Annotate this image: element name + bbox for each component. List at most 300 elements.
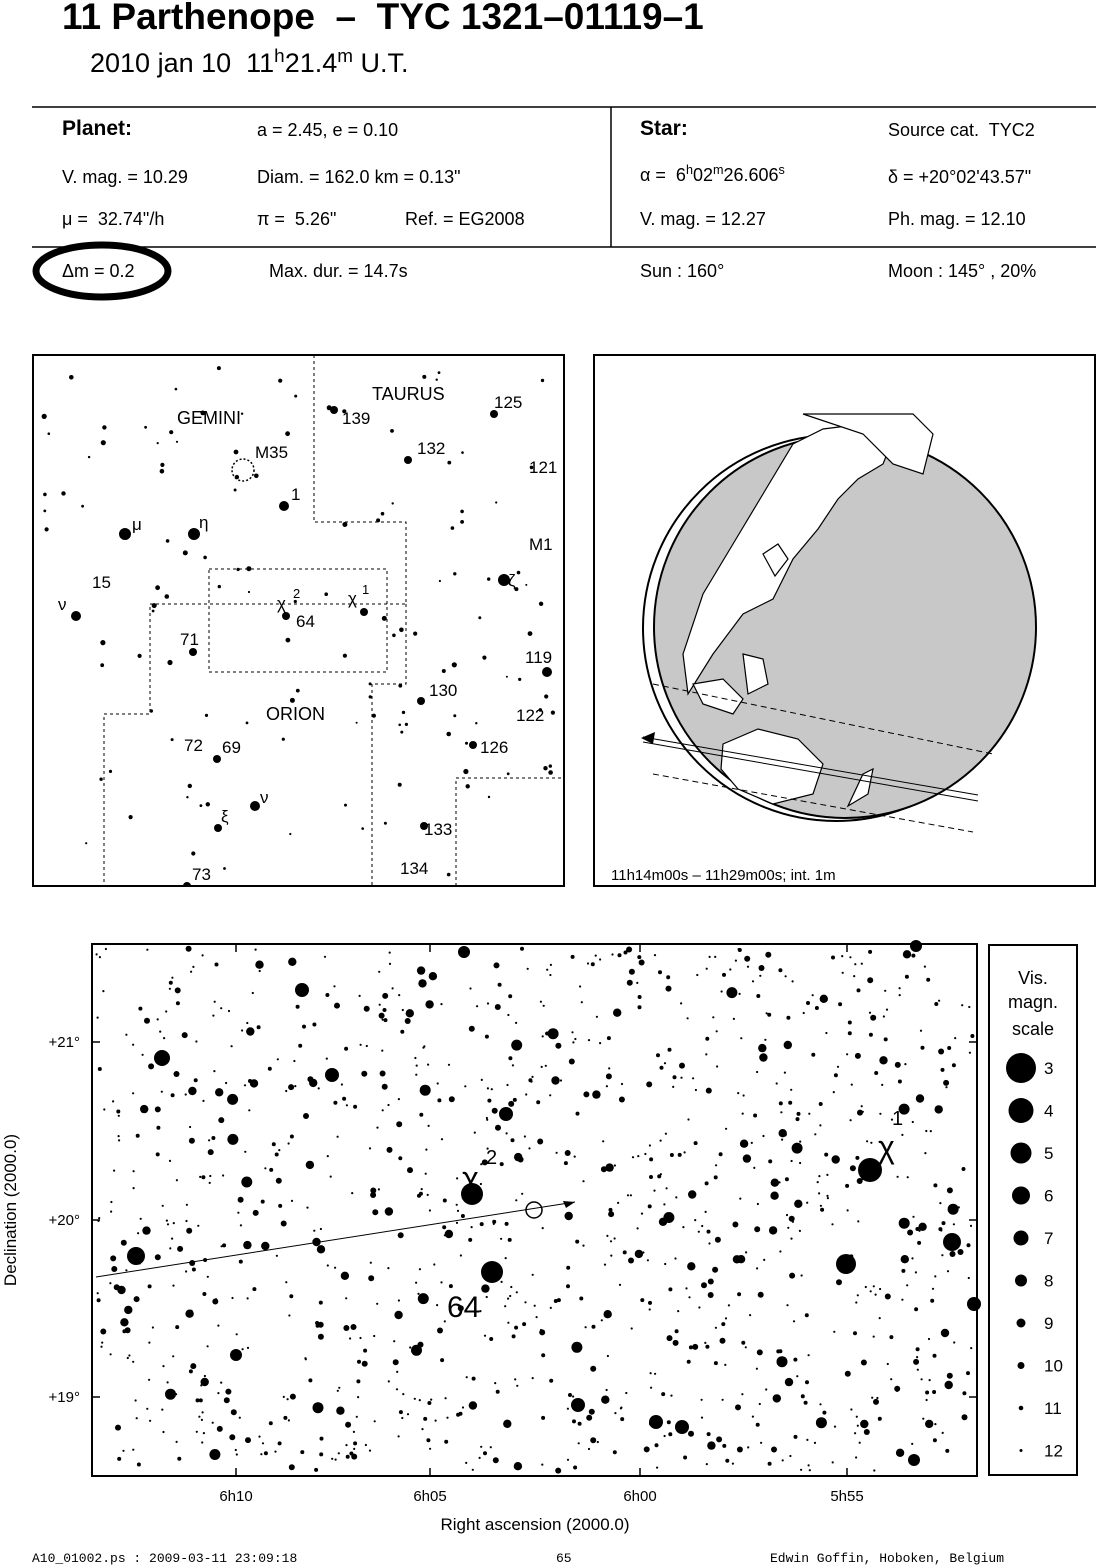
field-star xyxy=(228,1010,230,1012)
field-star xyxy=(342,1097,346,1101)
field-star xyxy=(290,1135,294,1139)
field-star xyxy=(733,1018,735,1020)
field-star xyxy=(494,962,500,968)
field-star xyxy=(421,1428,423,1430)
field-star xyxy=(429,972,437,980)
field-star xyxy=(819,1124,821,1126)
field-star xyxy=(393,1340,395,1342)
field-star xyxy=(549,1379,553,1383)
field-star xyxy=(236,1453,238,1455)
field-star xyxy=(629,969,635,975)
field-star xyxy=(110,1353,112,1355)
field-star xyxy=(225,1082,227,1084)
field-star xyxy=(680,1077,682,1079)
field-star xyxy=(901,1269,905,1273)
field-star xyxy=(833,1091,835,1093)
finder-label: 69 xyxy=(222,738,241,757)
field-star xyxy=(705,1345,709,1349)
field-star xyxy=(341,1411,343,1413)
field-star xyxy=(782,1459,784,1461)
field-star xyxy=(786,1214,788,1216)
field-star xyxy=(398,1299,400,1301)
field-star xyxy=(140,1105,148,1113)
constellation-label: TAURUS xyxy=(372,384,445,404)
field-star xyxy=(947,1373,953,1379)
field-star xyxy=(261,1200,265,1204)
field-star xyxy=(445,1230,453,1238)
field-star xyxy=(175,1325,179,1329)
field-star xyxy=(457,1210,459,1212)
field-star xyxy=(169,1247,171,1249)
field-star xyxy=(806,1001,810,1005)
legend-dot xyxy=(1011,1143,1032,1164)
field-star xyxy=(787,1227,789,1229)
finder-star xyxy=(344,804,347,807)
field-star xyxy=(436,1304,438,1306)
field-star xyxy=(127,1357,129,1359)
field-star xyxy=(441,1138,443,1140)
field-star xyxy=(803,1012,805,1014)
field-star xyxy=(289,1294,293,1298)
finder-label: 71 xyxy=(180,630,199,649)
field-star xyxy=(868,950,872,954)
legend-magnitude: 7 xyxy=(1044,1229,1054,1248)
field-star xyxy=(760,1442,762,1444)
field-star xyxy=(620,1407,622,1409)
finder-star xyxy=(290,698,295,703)
field-star xyxy=(779,1250,781,1252)
field-star xyxy=(745,1346,747,1348)
y-axis-label: Declination (2000.0) xyxy=(1,1133,20,1287)
field-star xyxy=(747,966,749,968)
field-star xyxy=(930,1130,932,1132)
label-chi2: χ xyxy=(462,1160,479,1196)
field-star xyxy=(511,1040,522,1051)
field-star xyxy=(721,1322,725,1326)
field-star xyxy=(227,1134,238,1145)
field-star xyxy=(260,1453,262,1455)
field-star xyxy=(414,1057,416,1059)
field-star xyxy=(536,1100,540,1104)
field-star xyxy=(704,1342,706,1344)
field-star xyxy=(879,1056,887,1064)
legend-dot xyxy=(1020,1449,1023,1452)
field-star xyxy=(369,1450,371,1452)
finder-star xyxy=(482,656,486,660)
finder-star xyxy=(43,493,47,497)
field-star xyxy=(762,1135,764,1137)
finder-star xyxy=(144,426,147,429)
field-star xyxy=(855,1053,861,1059)
field-star xyxy=(636,982,638,984)
field-star xyxy=(382,993,388,999)
field-star xyxy=(128,1354,130,1356)
field-star xyxy=(848,1031,852,1035)
field-star xyxy=(701,1225,703,1227)
field-star xyxy=(201,1378,209,1386)
delta-magnitude: Δm = 0.2 xyxy=(62,261,135,281)
field-star xyxy=(812,994,814,996)
field-star xyxy=(870,1142,872,1144)
field-star xyxy=(675,1196,677,1198)
field-star xyxy=(244,1084,246,1086)
finder-star xyxy=(466,784,470,788)
field-star xyxy=(834,1426,836,1428)
finder-star xyxy=(166,539,170,543)
finder-star xyxy=(542,667,552,677)
field-star xyxy=(649,1144,651,1146)
field-star xyxy=(167,1223,169,1225)
field-star xyxy=(421,1188,423,1190)
finder-star xyxy=(460,520,464,524)
field-star xyxy=(394,1311,402,1319)
field-star xyxy=(376,1127,378,1129)
field-star xyxy=(712,1016,714,1018)
field-star xyxy=(792,1143,803,1154)
field-star xyxy=(857,1294,859,1296)
finder-star xyxy=(157,442,159,444)
field-star xyxy=(637,1155,639,1157)
finder-star xyxy=(475,722,477,724)
field-star xyxy=(532,1377,534,1379)
field-star xyxy=(138,1007,142,1011)
finder-star xyxy=(549,764,552,767)
field-star xyxy=(914,1307,918,1311)
field-star xyxy=(954,1037,956,1039)
label-chi1: χ xyxy=(878,1129,895,1165)
field-star xyxy=(685,1287,687,1289)
field-star xyxy=(571,1342,582,1353)
field-star xyxy=(398,1232,404,1238)
field-star xyxy=(649,1308,651,1310)
field-star xyxy=(664,1062,666,1064)
field-star xyxy=(861,1360,867,1366)
field-star xyxy=(109,1282,111,1284)
finder-star xyxy=(398,783,402,787)
event-datetime: 2010 jan 10 11$^h$21.4$^m$ U.T. xyxy=(90,46,409,78)
field-star xyxy=(818,1192,820,1194)
field-star xyxy=(903,950,911,958)
field-star xyxy=(384,1018,388,1022)
field-star xyxy=(794,1435,798,1439)
field-star xyxy=(826,1195,828,1197)
field-star xyxy=(425,1149,427,1151)
finder-label: 72 xyxy=(184,736,203,755)
field-star xyxy=(513,1098,517,1102)
legend-magnitude: 5 xyxy=(1044,1144,1054,1163)
field-star xyxy=(353,1431,355,1433)
field-star xyxy=(846,1053,848,1055)
field-star xyxy=(353,1105,357,1109)
field-star xyxy=(518,1465,520,1467)
field-star xyxy=(815,1006,819,1010)
field-star xyxy=(850,1165,856,1171)
field-star xyxy=(842,972,844,974)
finder-label: 133 xyxy=(424,820,453,839)
field-star xyxy=(520,947,524,951)
field-star xyxy=(508,1056,512,1060)
field-star xyxy=(472,1377,476,1381)
finder-star xyxy=(460,510,464,514)
field-star xyxy=(916,1347,920,1351)
field-star xyxy=(640,1298,644,1302)
field-star xyxy=(188,1087,196,1095)
field-star xyxy=(938,1000,940,1002)
field-star xyxy=(650,1372,652,1374)
field-star xyxy=(461,1214,465,1218)
field-star xyxy=(917,1369,919,1371)
field-star xyxy=(818,1175,820,1177)
field-star xyxy=(405,1018,411,1024)
field-star xyxy=(169,981,173,985)
field-star xyxy=(345,1297,347,1299)
footer-file-info: A10_01002.ps : 2009-03-11 23:09:18 xyxy=(32,1551,298,1566)
field-star xyxy=(786,1016,790,1020)
field-star xyxy=(790,1238,792,1240)
field-star xyxy=(385,1207,393,1215)
field-star xyxy=(688,1190,696,1198)
field-star xyxy=(768,1159,772,1163)
field-star xyxy=(950,1251,956,1257)
field-star xyxy=(793,1358,797,1362)
field-star xyxy=(779,1101,783,1105)
field-star xyxy=(433,1263,435,1265)
field-star xyxy=(682,1226,684,1228)
field-star xyxy=(708,1279,714,1285)
field-star xyxy=(169,1160,171,1162)
field-star xyxy=(925,1391,929,1395)
field-star xyxy=(148,1379,150,1381)
field-star xyxy=(739,993,741,995)
field-star xyxy=(319,1452,323,1456)
field-star xyxy=(368,1275,374,1281)
field-star xyxy=(527,968,529,970)
field-star xyxy=(189,1369,193,1373)
finder-label: ξ xyxy=(221,807,229,826)
field-star xyxy=(854,963,856,965)
field-star xyxy=(472,1469,474,1471)
field-star xyxy=(238,1197,244,1203)
field-star xyxy=(351,1324,357,1330)
y-tick-label: +20° xyxy=(48,1212,80,1229)
field-star xyxy=(614,1237,616,1239)
finder-star xyxy=(42,414,47,419)
field-star xyxy=(808,1113,810,1115)
field-star xyxy=(276,1178,282,1184)
finder-star xyxy=(61,491,65,495)
field-star xyxy=(414,1398,416,1400)
finder-star xyxy=(453,714,456,717)
field-star xyxy=(224,1397,230,1403)
field-star xyxy=(912,1216,914,1218)
field-star xyxy=(947,1187,953,1193)
field-star xyxy=(146,1408,148,1410)
finder-star xyxy=(119,528,131,540)
field-star xyxy=(173,1222,175,1224)
field-star xyxy=(740,1140,748,1148)
field-star xyxy=(855,1301,857,1303)
field-star xyxy=(817,1181,819,1183)
field-star xyxy=(687,1017,689,1019)
finder-star xyxy=(392,634,396,638)
finder-label: 121 xyxy=(529,458,558,477)
field-star xyxy=(707,1432,711,1436)
label-64: 64 xyxy=(447,1291,481,1324)
legend-dot xyxy=(1014,1231,1029,1246)
field-star xyxy=(484,1335,486,1337)
field-star xyxy=(788,1101,792,1105)
field-star xyxy=(449,1284,453,1288)
finder-star xyxy=(183,550,188,555)
finder-label: 1 xyxy=(362,582,370,597)
finder-star xyxy=(392,502,394,504)
field-star xyxy=(362,1361,368,1367)
field-star xyxy=(479,1457,481,1459)
field-star xyxy=(501,1281,503,1283)
finder-label: 132 xyxy=(417,439,446,458)
field-star xyxy=(338,1452,340,1454)
field-star xyxy=(356,1379,360,1383)
field-star xyxy=(495,1125,501,1131)
field-star xyxy=(121,1240,127,1246)
field-star xyxy=(549,1094,551,1096)
field-star xyxy=(970,1347,972,1349)
field-star xyxy=(281,1221,287,1227)
field-star xyxy=(883,1015,885,1017)
field-star xyxy=(939,1202,941,1204)
field-star xyxy=(715,1164,717,1166)
field-star xyxy=(853,975,855,977)
field-star xyxy=(611,953,613,955)
field-star xyxy=(524,1301,526,1303)
field-star xyxy=(825,1032,827,1034)
finder-star xyxy=(452,662,457,667)
field-star xyxy=(212,1422,214,1424)
field-star xyxy=(396,1121,402,1127)
field-star xyxy=(492,1108,498,1114)
field-star xyxy=(962,1391,966,1395)
field-star xyxy=(834,1073,838,1077)
field-star xyxy=(970,1034,974,1038)
field-star xyxy=(528,1147,530,1149)
field-star xyxy=(196,1431,198,1433)
field-star xyxy=(481,1079,483,1081)
finder-star xyxy=(246,566,251,571)
field-star xyxy=(492,1220,496,1224)
finder-chart xyxy=(32,354,565,887)
field-star xyxy=(516,1291,518,1293)
field-star xyxy=(112,1100,114,1102)
field-star xyxy=(542,1035,544,1037)
field-star xyxy=(148,1063,154,1069)
field-star xyxy=(208,1149,214,1155)
field-star xyxy=(456,1413,460,1417)
field-star xyxy=(667,1420,671,1424)
field-star xyxy=(211,1136,215,1140)
field-star xyxy=(505,1257,507,1259)
field-star xyxy=(137,1232,139,1234)
field-star xyxy=(836,1279,842,1285)
field-star xyxy=(336,1407,344,1415)
field-star xyxy=(419,1113,423,1117)
field-star xyxy=(327,1264,329,1266)
field-star xyxy=(317,1245,325,1253)
field-star xyxy=(333,985,335,987)
field-star xyxy=(471,1226,473,1228)
field-star xyxy=(953,1341,955,1343)
finder-star xyxy=(218,585,221,588)
field-star xyxy=(171,977,173,979)
field-star xyxy=(174,1071,180,1077)
field-star xyxy=(241,1177,252,1188)
field-star xyxy=(722,1444,726,1448)
field-star xyxy=(729,968,731,970)
field-star xyxy=(801,1394,805,1398)
field-star xyxy=(465,1462,467,1464)
finder-star xyxy=(360,608,368,616)
field-star xyxy=(759,1053,767,1061)
field-star xyxy=(425,1173,427,1175)
label-chi2-sup: 2 xyxy=(486,1147,498,1169)
field-star xyxy=(240,1224,242,1226)
field-star xyxy=(400,1030,404,1034)
field-star xyxy=(887,1363,889,1365)
field-star xyxy=(942,1221,946,1225)
field-star xyxy=(741,1341,745,1345)
field-star xyxy=(440,1358,444,1362)
field-star xyxy=(560,1079,562,1081)
field-star xyxy=(516,1385,518,1387)
field-star xyxy=(369,1147,371,1149)
finder-star xyxy=(286,638,291,643)
field-star xyxy=(231,1045,233,1047)
field-star xyxy=(901,1134,903,1136)
field-star xyxy=(545,1065,547,1067)
field-star xyxy=(177,1457,181,1461)
field-star xyxy=(958,1249,964,1255)
field-star xyxy=(667,1335,673,1341)
field-star xyxy=(585,1326,587,1328)
field-star xyxy=(668,1287,672,1291)
field-star xyxy=(220,1382,222,1384)
field-star xyxy=(667,986,671,990)
field-star xyxy=(649,1422,653,1426)
star-vmag: V. mag. = 12.27 xyxy=(640,209,766,229)
field-star xyxy=(514,1326,518,1330)
field-star xyxy=(550,964,552,966)
field-star xyxy=(239,1417,241,1419)
label-chi1-sup: 1 xyxy=(892,1108,904,1130)
field-star xyxy=(781,1139,783,1141)
field-star xyxy=(627,980,633,986)
field-star xyxy=(293,1060,295,1062)
field-star xyxy=(486,1296,488,1298)
field-star xyxy=(122,1450,124,1452)
planet-vmag: V. mag. = 10.29 xyxy=(62,167,188,187)
field-star xyxy=(462,1406,464,1408)
field-star xyxy=(610,1255,612,1257)
field-star xyxy=(124,1306,132,1314)
field-star xyxy=(162,1365,164,1367)
finder-star xyxy=(488,796,490,798)
field-star xyxy=(275,1153,279,1157)
finder-star xyxy=(398,724,401,727)
field-star xyxy=(445,1397,447,1399)
field-star xyxy=(765,952,771,958)
x-axis-label: Right ascension (2000.0) xyxy=(440,1515,630,1534)
field-star xyxy=(657,1174,661,1178)
finder-star xyxy=(167,660,172,665)
